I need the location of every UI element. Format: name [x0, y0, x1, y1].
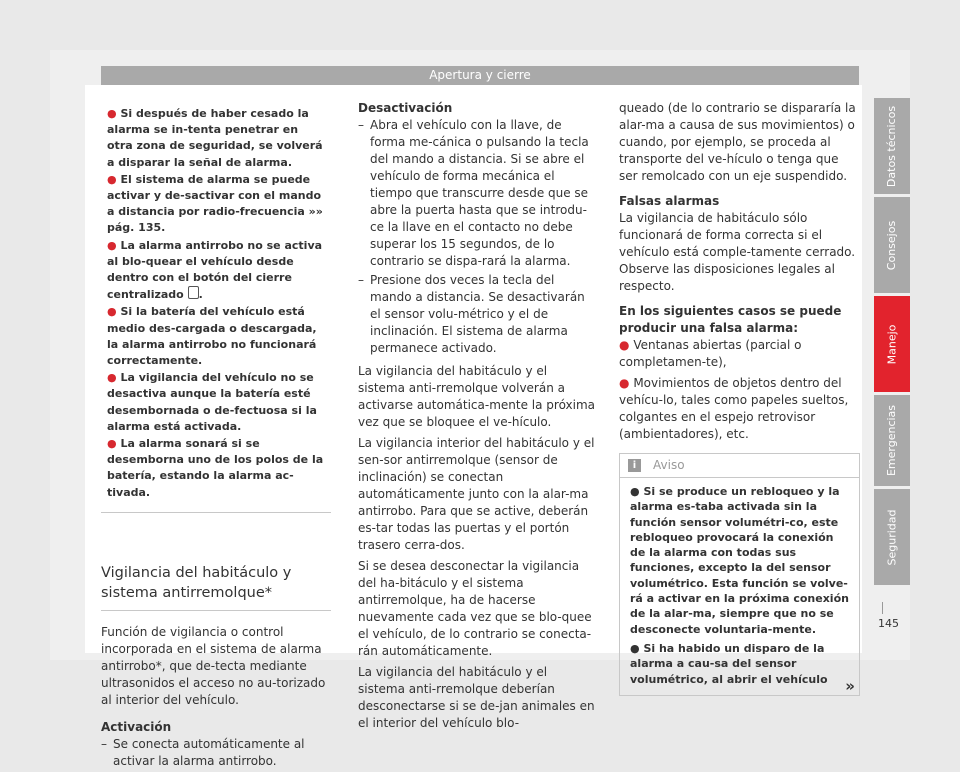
- paragraph: La vigilancia interior del habitáculo y el sen-sor antirremolque (sensor de inclinación) se conectan automáticamente junto con la alar-ma antirrobo. Para que se active, deberán es-tar todas las puertas y el portón trasero cerra-dos.: [358, 436, 595, 552]
- aviso-item: ● Si ha habido un disparo de la alarma a cau-sa del sensor volumétrico, al abrir el vehículo: [630, 641, 828, 686]
- bullet-icon: ●: [107, 437, 117, 451]
- paragraph: Si se desea desconectar la vigilancia del ha-bitáculo y el sistema antirremolque, ha de hacerse nuevamente cada vez que se blo-quee el vehículo, de lo contrario se conecta-rán automáticamente.: [358, 559, 592, 658]
- bullet-icon: ●: [107, 305, 117, 319]
- lock-key-icon: [188, 286, 199, 299]
- paragraph: queado (de lo contrario se dispararía la alar-ma a causa de sus movimientos) o cuando, por ejemplo, se proceda al transporte del ve-hículo o tenga que ser remolcado con un eje suspendido.: [619, 101, 856, 183]
- column-1: [101, 100, 331, 772]
- aviso-body: [620, 478, 859, 695]
- tab-consejos[interactable]: Consejos: [874, 197, 910, 293]
- desactivacion-label: Desactivación: [358, 101, 453, 115]
- warning-item: ● El sistema de alarma se puede activar y de-sactivar con el mando a distancia por radio-frecuencia »» pág. 135.: [107, 172, 323, 235]
- section-title: Vigilancia del habitáculo y sistema antirremolque*: [101, 563, 331, 611]
- info-icon: i: [628, 459, 641, 472]
- bullet-icon: ●: [619, 376, 630, 390]
- aviso-title: Aviso: [653, 458, 685, 472]
- aviso-box: [619, 453, 860, 696]
- bullet-icon: ●: [107, 371, 117, 385]
- bullet-icon: ●: [107, 238, 117, 252]
- paragraph: La vigilancia del habitáculo y el sistema anti-rremolque volverán a activarse automática-mente la próxima vez que se bloquee el ve-hículo.: [358, 364, 596, 429]
- bullet-icon: ●: [107, 172, 117, 186]
- page-number-divider: [882, 602, 883, 614]
- continue-icon: »: [845, 676, 855, 695]
- casos-label: En los siguientes casos se puede producir una falsa alarma:: [619, 304, 842, 335]
- list-item: – Se conecta automáticamente al activar la alarma antirrobo.: [101, 736, 305, 768]
- bullet-icon: ●: [107, 107, 117, 120]
- tab-datos-tecnicos[interactable]: Datos técnicos: [874, 98, 910, 194]
- aviso-item: ● Si se produce un rebloqueo y la alarma es-taba activada sin la función sensor volumétri-co, este rebloqueo provocará la conexión de la alarma con todas sus funciones, excepto la del sensor volumétrico. Esta función se volve-rá a activar en la próxima conexión de la alar-ma, siempre que no se desconecte voluntaria-mente.: [630, 485, 849, 636]
- warning-item: ● La vigilancia del vehículo no se desactiva aunque la batería esté desembornada o de-fectuosa si la alarma está activada.: [107, 371, 317, 433]
- chapter-header: Apertura y cierre: [101, 66, 859, 85]
- list-item: – Abra el vehículo con la llave, de forma me-cánica o pulsando la tecla del mando a distancia. Si se abre el vehículo de forma mecánica el tiempo que transcurre desde que se abre la puerta hasta que se introdu-ce la llave en el contacto no debe superar los 15 segundos, de lo contrario se dispa-rará la alarma.: [358, 118, 589, 268]
- tab-seguridad[interactable]: Seguridad: [874, 489, 910, 585]
- falsas-label: Falsas alarmas: [619, 194, 720, 208]
- tab-emergencias[interactable]: Emergencias: [874, 395, 910, 486]
- warning-box: [101, 100, 331, 513]
- paragraph: La vigilancia de habitáculo sólo funcionará de forma correcta si el vehículo está comple-tamente cerrado. Observe las disposiciones legales al respecto.: [619, 211, 856, 293]
- warning-item: ● Si la batería del vehículo está medio des-cargada o descargada, la alarma antirrobo no funcionará correctamente.: [107, 305, 317, 368]
- aviso-header: [620, 454, 859, 478]
- activacion-label: Activación: [101, 719, 172, 734]
- warning-item: ● La alarma sonará si se desemborna uno de los polos de la batería, estando la alarma ac-tivada.: [107, 437, 324, 499]
- column-2: [358, 100, 596, 736]
- paragraph: La vigilancia del habitáculo y el sistema anti-rremolque deberían desconectarse si se de-jan animales en el interior del vehículo blo-: [358, 665, 595, 730]
- list-item: ● Ventanas abiertas (parcial o completamen-te),: [619, 338, 802, 369]
- page-number: 145: [878, 617, 899, 630]
- intro-paragraph: Función de vigilancia o control incorporada en el sistema de alarma antirrobo*, que de-tecta mediante ultrasonidos el acceso no au-torizado al interior del vehículo.: [101, 624, 326, 707]
- list-item: ● Movimientos de objetos dentro del vehícu-lo, tales como papeles sueltos, colgantes en el espejo retrovisor (ambientadores), etc.: [619, 376, 849, 441]
- column-3: [619, 100, 860, 696]
- bullet-icon: ●: [619, 338, 630, 352]
- list-item: – Presione dos veces la tecla del mando a distancia. Se desactivarán el sensor volu-métrico y el de inclinación. El sistema de alarma permanece activado.: [358, 273, 585, 355]
- tab-manejo[interactable]: Manejo: [874, 296, 910, 392]
- warning-item: ● Si después de haber cesado la alarma se in-tenta penetrar en otra zona de seguridad, se volverá a disparar la señal de alarma.: [107, 107, 323, 169]
- warning-item: ● La alarma antirrobo no se activa al blo-quear el vehículo desde dentro con el botón del cierre centralizado .: [107, 238, 323, 302]
